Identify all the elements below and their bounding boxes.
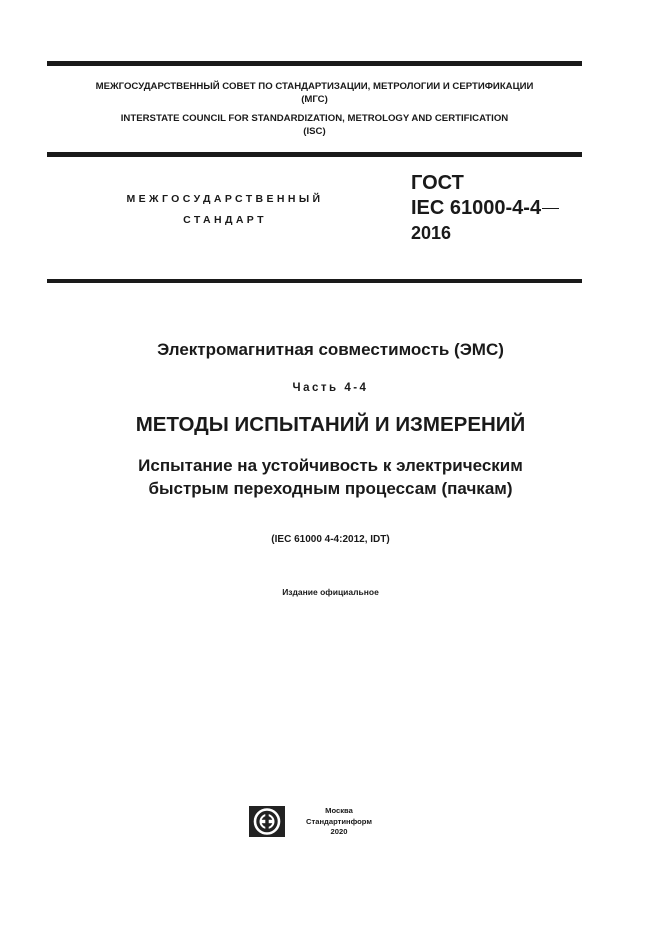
council-name-ru: МЕЖГОСУДАРСТВЕННЫЙ СОВЕТ ПО СТАНДАРТИЗАЦИИ, МЕТРОЛОГИИ И СЕРТИФИКАЦИИ <box>95 81 534 92</box>
main-title: МЕТОДЫ ИСПЫТАНИЙ И ИЗМЕРЕНИЙ <box>135 413 526 436</box>
part-label: Часть 4-4 <box>292 382 369 394</box>
top-rule <box>47 61 582 66</box>
standard-year: 2016 <box>411 223 452 243</box>
edition-label: Издание официальное <box>282 587 379 597</box>
standard-designation <box>411 171 559 246</box>
publisher-name: Стандартинформ <box>306 816 372 826</box>
standard-number-row <box>411 196 559 221</box>
designation-rule <box>47 279 582 283</box>
publisher-block <box>296 806 382 838</box>
dash-line <box>542 208 559 210</box>
topic-title: Электромагнитная совместимость (ЭМС) <box>157 340 504 359</box>
header-rule <box>47 152 582 157</box>
gost-label: ГОСТ <box>411 172 464 194</box>
iec-reference: (IEC 61000 4-4:2012, IDT) <box>271 534 390 545</box>
logo-graphic <box>248 805 286 838</box>
council-abbr-en: (ISC) <box>303 126 326 137</box>
standartinform-logo-icon <box>248 805 286 838</box>
standard-number: IEC 61000-4-4 <box>411 197 542 219</box>
publisher-city: Москва <box>325 806 353 815</box>
standard-type-line1: МЕЖГОСУДАРСТВЕННЫЙ <box>126 193 324 205</box>
subtitle-line2: быстрым переходным процессам (пачкам) <box>148 479 513 498</box>
council-abbr-ru: (МГС) <box>301 94 328 105</box>
council-name-en: INTERSTATE COUNCIL FOR STANDARDIZATION, METROLOGY AND CERTIFICATION <box>120 113 509 124</box>
publisher-year: 2020 <box>330 827 348 836</box>
standard-type-line2: СТАНДАРТ <box>183 214 267 226</box>
subtitle-line1: Испытание на устойчивость к электрическим <box>138 456 523 475</box>
